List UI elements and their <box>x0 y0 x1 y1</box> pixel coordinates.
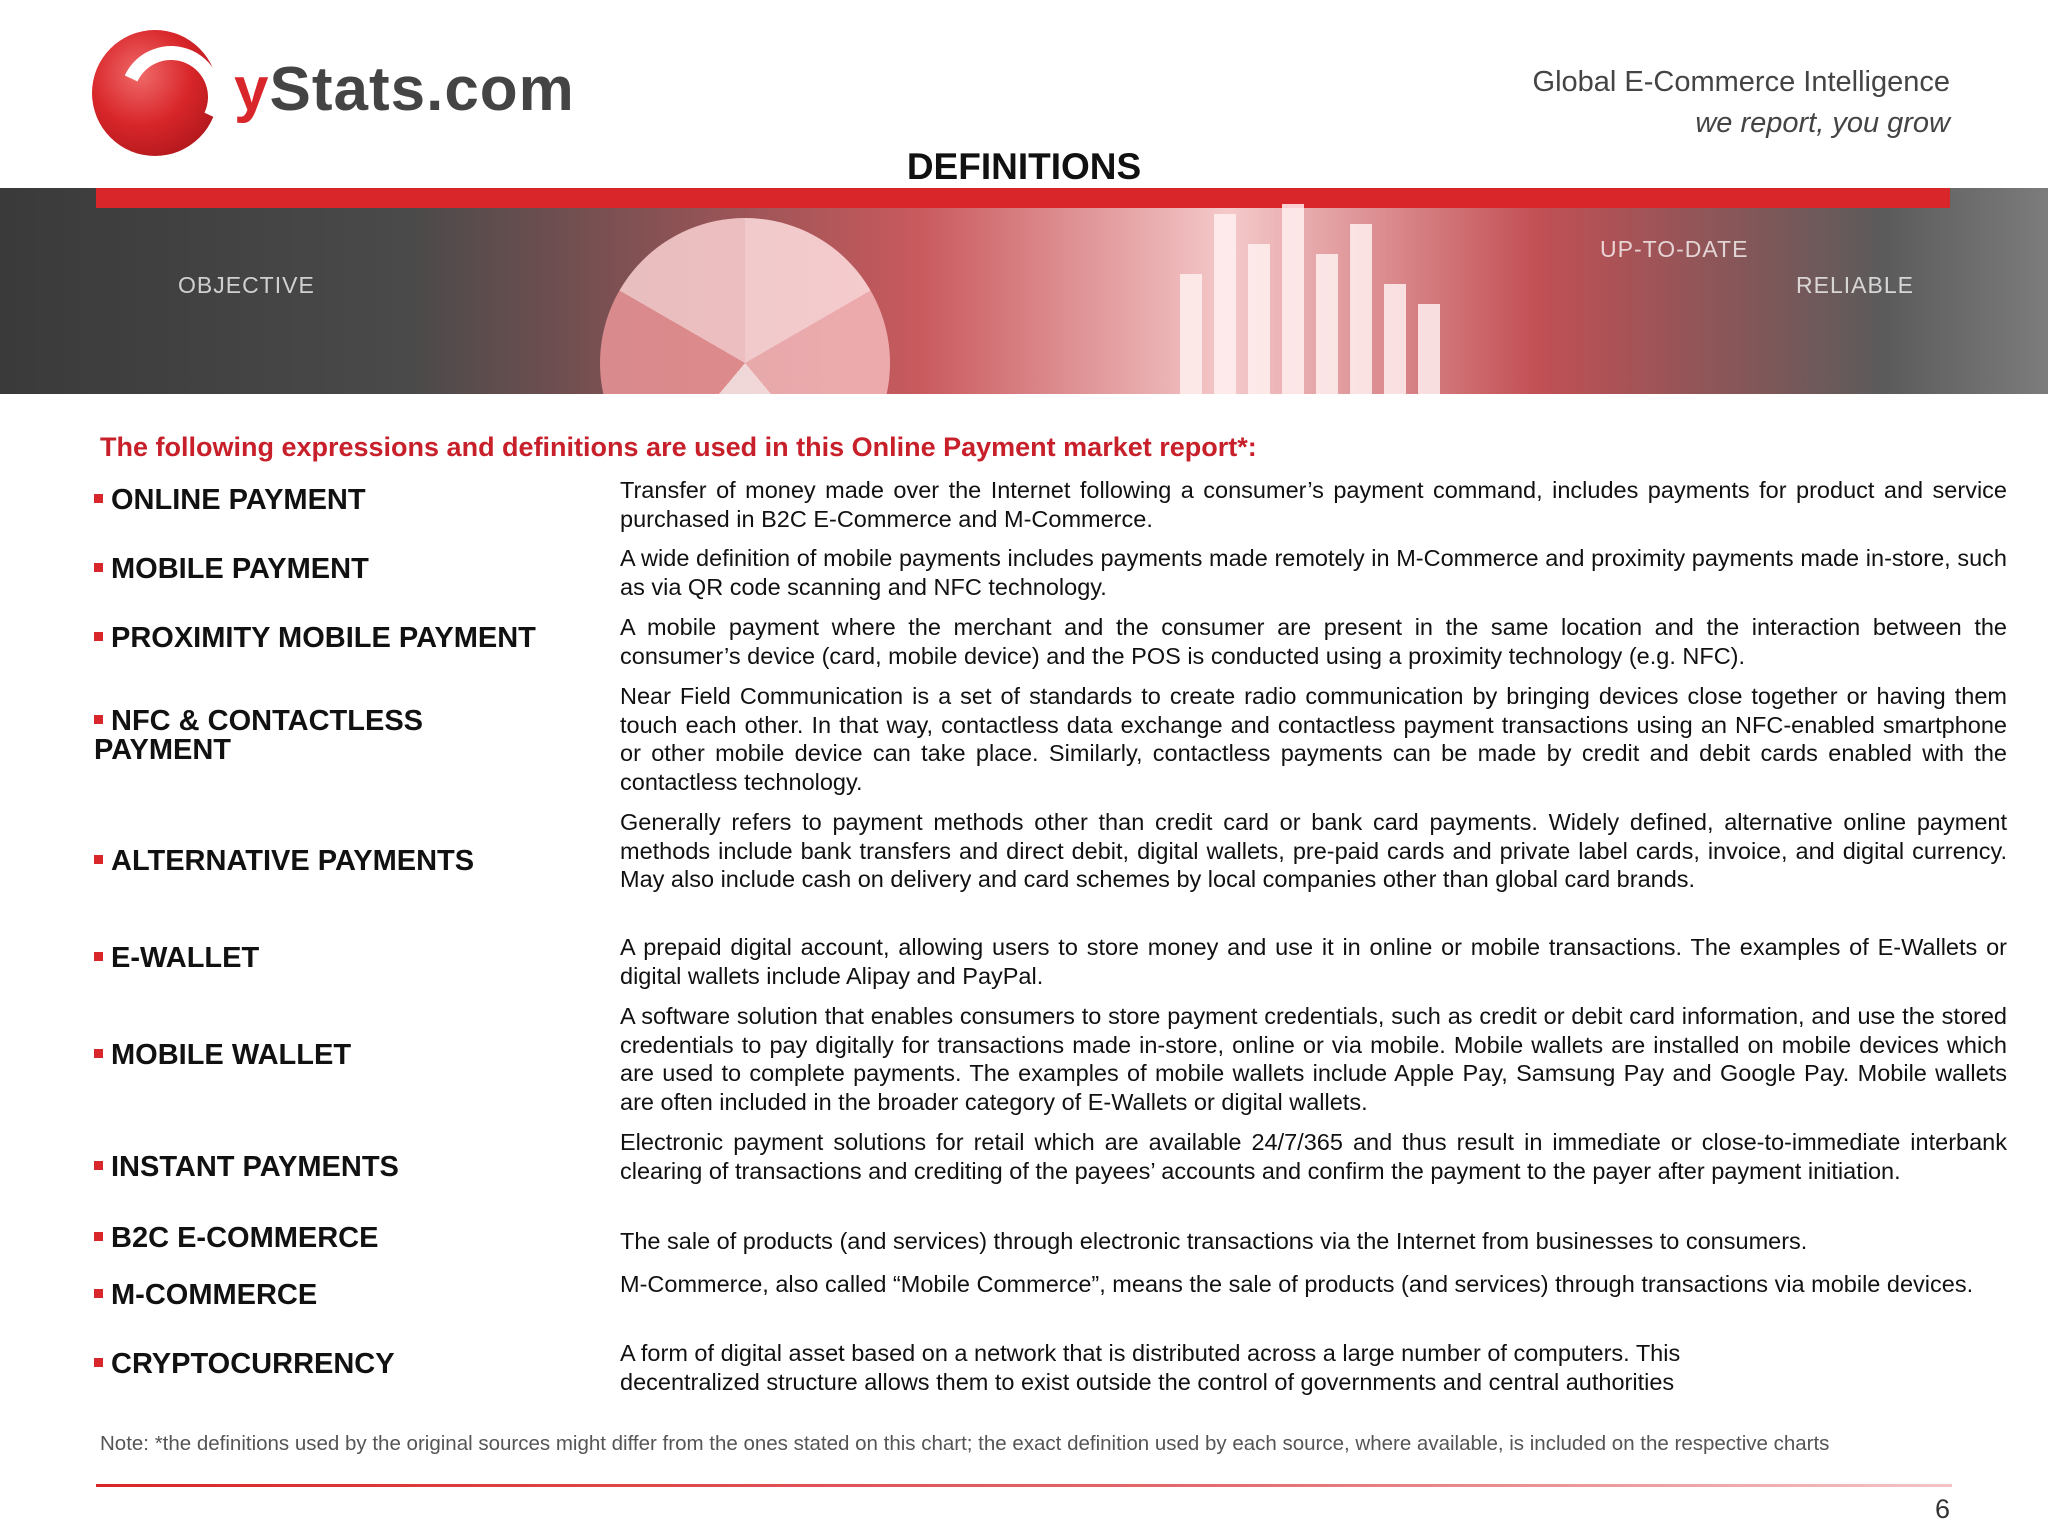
definition-alternative-payments: Generally refers to payment methods other than credit card or bank card payments. Widely defined, alternative online payment methods include bank transfers and direct debit, digital wallets, pre-paid cards and private label cards, invoice, and digital currency. May also include cash on delivery and card schemes by local companies other than global card brands. <box>620 809 2007 892</box>
definition-proximity-mobile-payment: A mobile payment where the merchant and the consumer are present in the same location and the interaction between the consumer’s device (card, mobile device) and the POS is conducted using a proximity technology (e.g. NFC). <box>620 614 2007 669</box>
bullet-icon <box>94 1161 103 1170</box>
definition-online-payment: Transfer of money made over the Internet following a consumer’s payment command, includes payments for product and service purchased in B2C E-Commerce and M-Commerce. <box>620 477 2007 532</box>
page-title: DEFINITIONS <box>906 146 1142 187</box>
term-nfc-contactless-payment: NFC & CONTACTLESS PAYMENT <box>94 705 424 766</box>
bullet-icon <box>94 855 103 864</box>
bullet-icon <box>94 1232 103 1241</box>
term-e-wallet: E-WALLET <box>94 944 594 973</box>
bullet-icon <box>94 952 103 961</box>
term-proximity-mobile-payment: PROXIMITY MOBILE PAYMENT <box>94 624 594 653</box>
bullet-icon <box>94 1289 103 1298</box>
definition-cryptocurrency: A form of digital asset based on a network that is distributed across a large number of computers. This decentralized structure allows them to exist outside the control of governments and central authorities <box>620 1340 1681 1395</box>
term-cryptocurrency: CRYPTOCURRENCY <box>94 1350 594 1379</box>
intro-text: The following expressions and definitions are used in this Online Payment market report*: <box>100 432 1257 462</box>
bullet-icon <box>94 563 103 572</box>
term-alternative-payments: ALTERNATIVE PAYMENTS <box>94 847 594 876</box>
definition-mobile-payment: A wide definition of mobile payments includes payments made remotely in M-Commerce and proximity payments made in-store, such as via QR code scanning and NFC technology. <box>620 545 2007 600</box>
footnote: Note: *the definitions used by the original sources might differ from the ones stated on this chart; the exact definition used by each source, where available, is included on the respective charts <box>100 1432 1830 1455</box>
bullet-icon <box>94 494 103 503</box>
definition-e-wallet: A prepaid digital account, allowing users to store money and use it in online or mobile transactions. The examples of E-Wallets or digital wallets include Alipay and PayPal. <box>620 934 2007 989</box>
footer-divider <box>96 1484 1952 1487</box>
term-mobile-wallet: MOBILE WALLET <box>94 1041 594 1070</box>
definition-instant-payments: Electronic payment solutions for retail which are available 24/7/365 and thus result in immediate or close-to-immediate interbank clearing of transactions and crediting of the payees’ accounts and confirm the payment to the payer after payment initiation. <box>620 1129 2007 1184</box>
bullet-icon <box>94 1049 103 1058</box>
term-m-commerce: M-COMMERCE <box>94 1281 594 1310</box>
term-b2c-e-commerce: B2C E-COMMERCE <box>94 1224 594 1253</box>
term-online-payment: ONLINE PAYMENT <box>94 486 594 515</box>
tagline-line2: we report, you grow <box>1695 107 1950 139</box>
banner-word-reliable: RELIABLE <box>1796 272 1914 298</box>
term-instant-payments: INSTANT PAYMENTS <box>94 1153 594 1182</box>
bullet-icon <box>94 632 103 641</box>
banner-word-objective: OBJECTIVE <box>178 272 315 298</box>
banner-word-up-to-date: UP-TO-DATE <box>1600 236 1749 262</box>
term-mobile-payment: MOBILE PAYMENT <box>94 555 594 584</box>
bullet-icon <box>94 715 103 724</box>
page-number: 6 <box>1934 1494 1950 1524</box>
definition-nfc-contactless-payment: Near Field Communication is a set of standards to create radio communication by bringing devices close together or having them touch each other. In that way, contactless data exchange and contactless payment transactions using an NFC-enabled smartphone or other mobile device can take place. Similarly, contactless payments can be made by credit and debit cards enabled with the contactless technology. <box>620 683 2007 795</box>
definition-mobile-wallet: A software solution that enables consumers to store payment credentials, such as credit or debit card information, and use the stored credentials to pay digitally for transactions made in-store, online or via mobile. Mobile wallets are installed on mobile devices which are used to complete payments. The examples of mobile wallets include Apple Pay, Samsung Pay and Google Pay. Mobile wallets are often included in the broader category of E-Wallets or digital wallets. <box>620 1003 2007 1115</box>
definition-m-commerce: M-Commerce, also called “Mobile Commerce”, means the sale of products (and services) through transactions via mobile devices. <box>620 1271 1974 1297</box>
definition-b2c-e-commerce: The sale of products (and services) through electronic transactions via the Internet from businesses to consumers. <box>620 1228 1808 1254</box>
bullet-icon <box>94 1358 103 1367</box>
logo-wordmark: yStats.com <box>234 55 575 124</box>
tagline-line1: Global E-Commerce Intelligence <box>1532 66 1950 98</box>
